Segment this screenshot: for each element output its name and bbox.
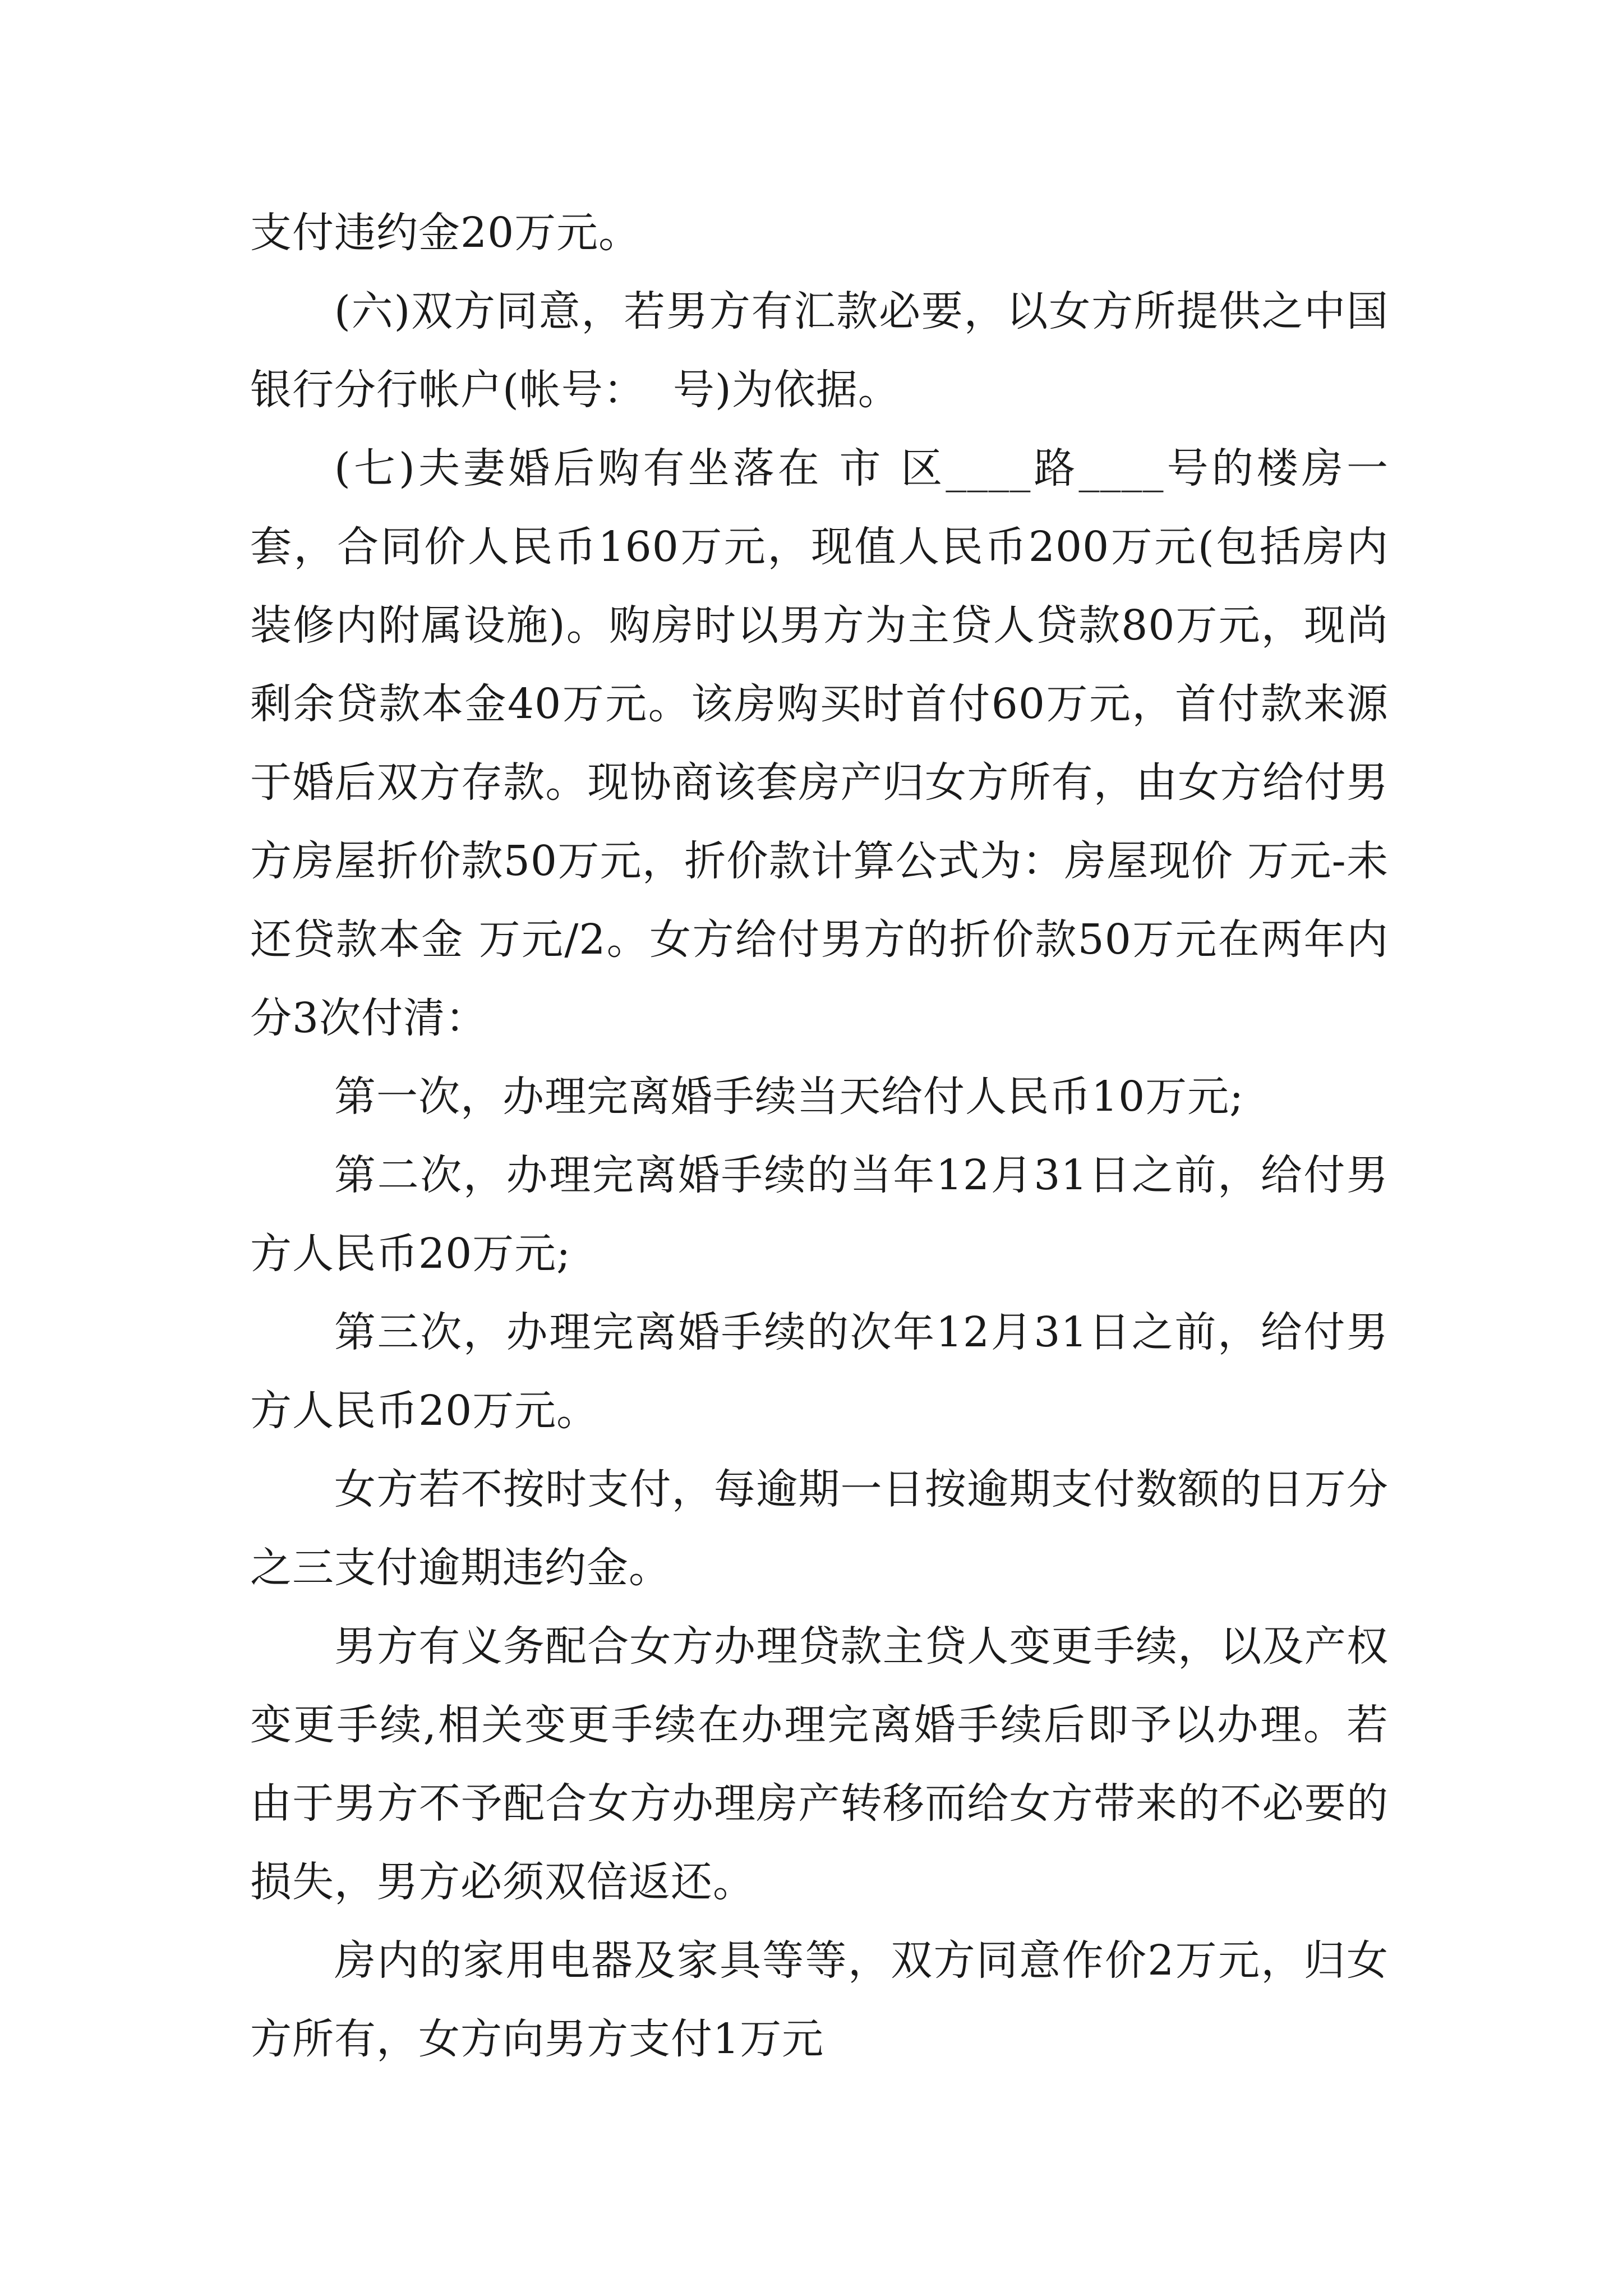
document-body [250, 194, 1389, 2078]
paragraph-1: 支付违约金20万元。 [250, 209, 641, 257]
paragraph-8: 男方有义务配合女方办理贷款主贷人变更手续，以及产权变更手续,相关变更手续在办理完离婚手续后即予以办理。若由于男方不予配合女方办理房产转移而给女方带来的不必要的损失，男方必须双倍返还。 [250, 1622, 1389, 1906]
paragraph-7: 女方若不按时支付，每逾期一日按逾期支付数额的日万分之三支付逾期违约金。 [250, 1465, 1389, 1592]
paragraph-6: 第三次，办理完离婚手续的次年12月31日之前，给付男方人民币20万元。 [250, 1308, 1389, 1435]
paragraph-2: (六)双方同意，若男方有汇款必要，以女方所提供之中国银行分行帐户(帐号： 号)为依据。 [250, 287, 1389, 414]
paragraph-5: 第二次，办理完离婚手续的当年12月31日之前，给付男方人民币20万元; [250, 1151, 1389, 1278]
paragraph-4: 第一次，办理完离婚手续当天给付人民币10万元; [334, 1073, 1244, 1121]
paragraph-9: 房内的家用电器及家具等等，双方同意作价2万元，归女方所有，女方向男方支付1万元 [250, 1936, 1389, 2063]
paragraph-3: (七)夫妻婚后购有坐落在 市 区____路____号的楼房一套，合同价人民币160万元，现值人民币200万元(包括房内装修内附属设施)。购房时以男方为主贷人贷款80万元，现尚剩余贷款本金40万元。该房购买时首付60万元，首付款来源于婚后双方存款。现协商该套房产归女方所有，由女方给付男方房屋折价款50万元，折价款计算公式为：房屋现价 万元-未还贷款本金 万元/2。女方给付男方的折价款50万元在两年内分3次付清： [250, 444, 1389, 1042]
